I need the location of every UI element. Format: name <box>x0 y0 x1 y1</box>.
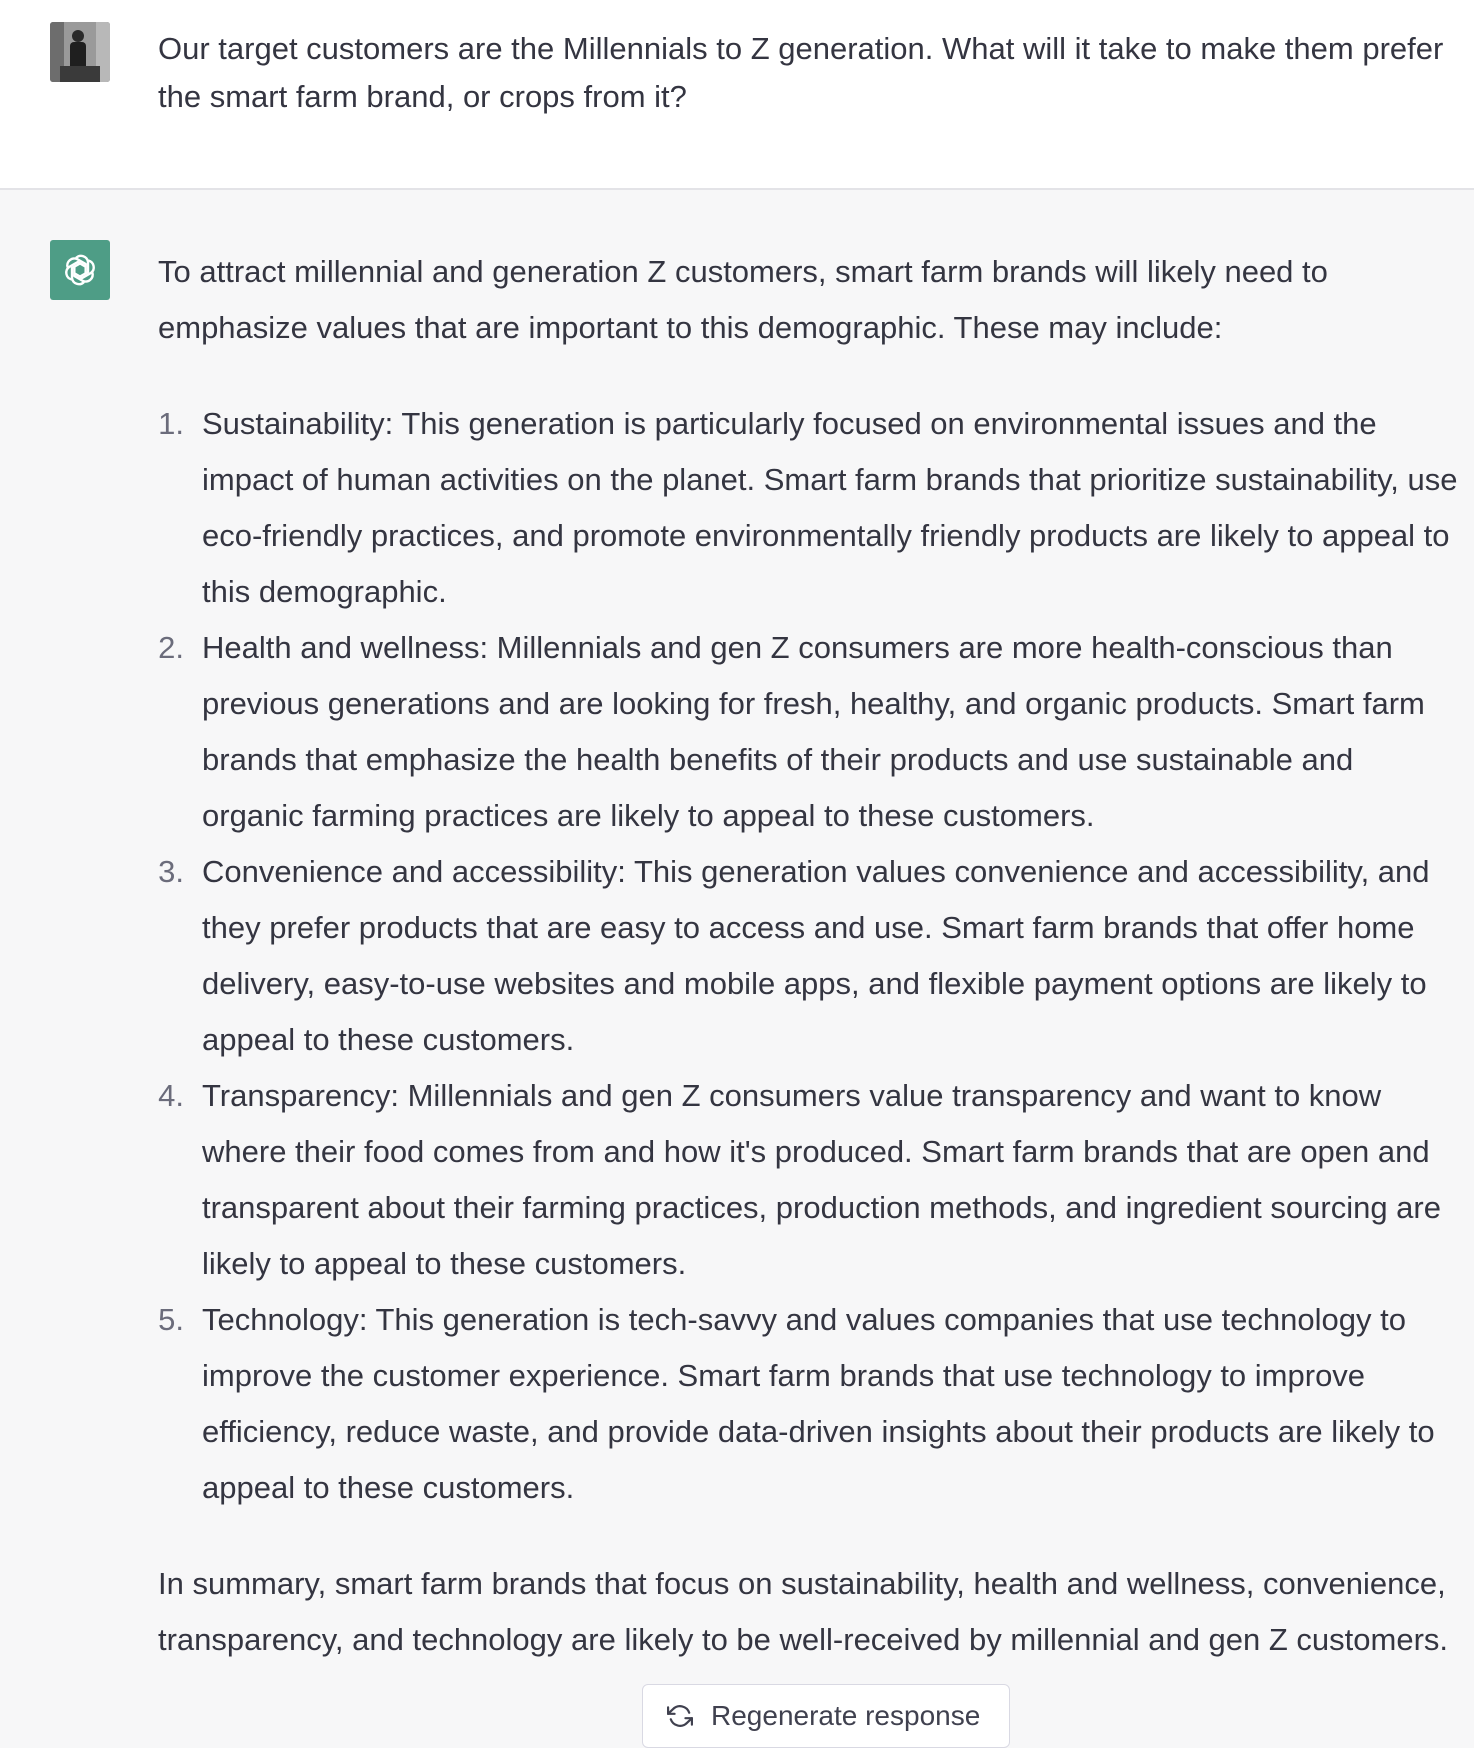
openai-logo-icon <box>50 240 110 300</box>
response-list <box>158 396 1458 1516</box>
assistant-message-row <box>0 192 1474 1736</box>
list-item-text: Technology: This generation is tech-savvy and values companies that use technology to improve the customer experience. Smart farm brands that use technology to improve efficiency, reduce waste, and provide data-driven insights about their products are likely to appeal to these customers. <box>202 1302 1435 1505</box>
regenerate-response-button[interactable] <box>642 1684 1010 1748</box>
list-item-number: 5. <box>158 1302 184 1337</box>
response-intro: To attract millennial and generation Z customers, smart farm brands will likely need to emphasize values that are important to this demographic. These may include: <box>158 254 1328 345</box>
list-item <box>158 1068 1458 1292</box>
list-item <box>158 1292 1458 1516</box>
list-item-text: Sustainability: This generation is particularly focused on environmental issues and the impact of human activities on the planet. Smart farm brands that prioritize sustainability, use eco-friendly practices, and promote environmentally friendly products are likely to appeal to this demographic. <box>202 406 1458 609</box>
refresh-icon <box>667 1701 697 1731</box>
list-item <box>158 620 1458 844</box>
user-message-text: Our target customers are the Millennials to Z generation. What will it take to make them prefer the smart farm brand, or crops from it? <box>158 31 1444 114</box>
list-item-number: 3. <box>158 854 184 889</box>
list-item <box>158 844 1458 1068</box>
list-item-text: Convenience and accessibility: This generation values convenience and accessibility, and they prefer products that are easy to access and use. Smart farm brands that offer home delivery, easy-to-use websites and mobile apps, and flexible payment options are likely to appeal to these customers. <box>202 854 1430 1057</box>
assistant-response <box>158 244 1458 1668</box>
list-item-number: 4. <box>158 1078 184 1113</box>
list-item-number: 1. <box>158 406 184 441</box>
list-item <box>158 396 1458 620</box>
response-summary: In summary, smart farm brands that focus on sustainability, health and wellness, convenience, transparency, and technology are likely to be well-received by millennial and gen Z customers. <box>158 1566 1449 1657</box>
user-message-row <box>0 0 1474 190</box>
user-avatar <box>50 22 110 82</box>
list-item-text: Transparency: Millennials and gen Z consumers value transparency and want to know where their food comes from and how it's produced. Smart farm brands that are open and transparent about their farming practices, production methods, and ingredient sourcing are likely to appeal to these customers. <box>202 1078 1441 1281</box>
list-item-text: Health and wellness: Millennials and gen Z consumers are more health-conscious than previous generations and are looking for fresh, healthy, and organic products. Smart farm brands that emphasize the health benefits of their products and use sustainable and organic farming practices are likely to appeal to these customers. <box>202 630 1425 833</box>
list-item-number: 2. <box>158 630 184 665</box>
regenerate-response-label: Regenerate response <box>711 1700 981 1731</box>
